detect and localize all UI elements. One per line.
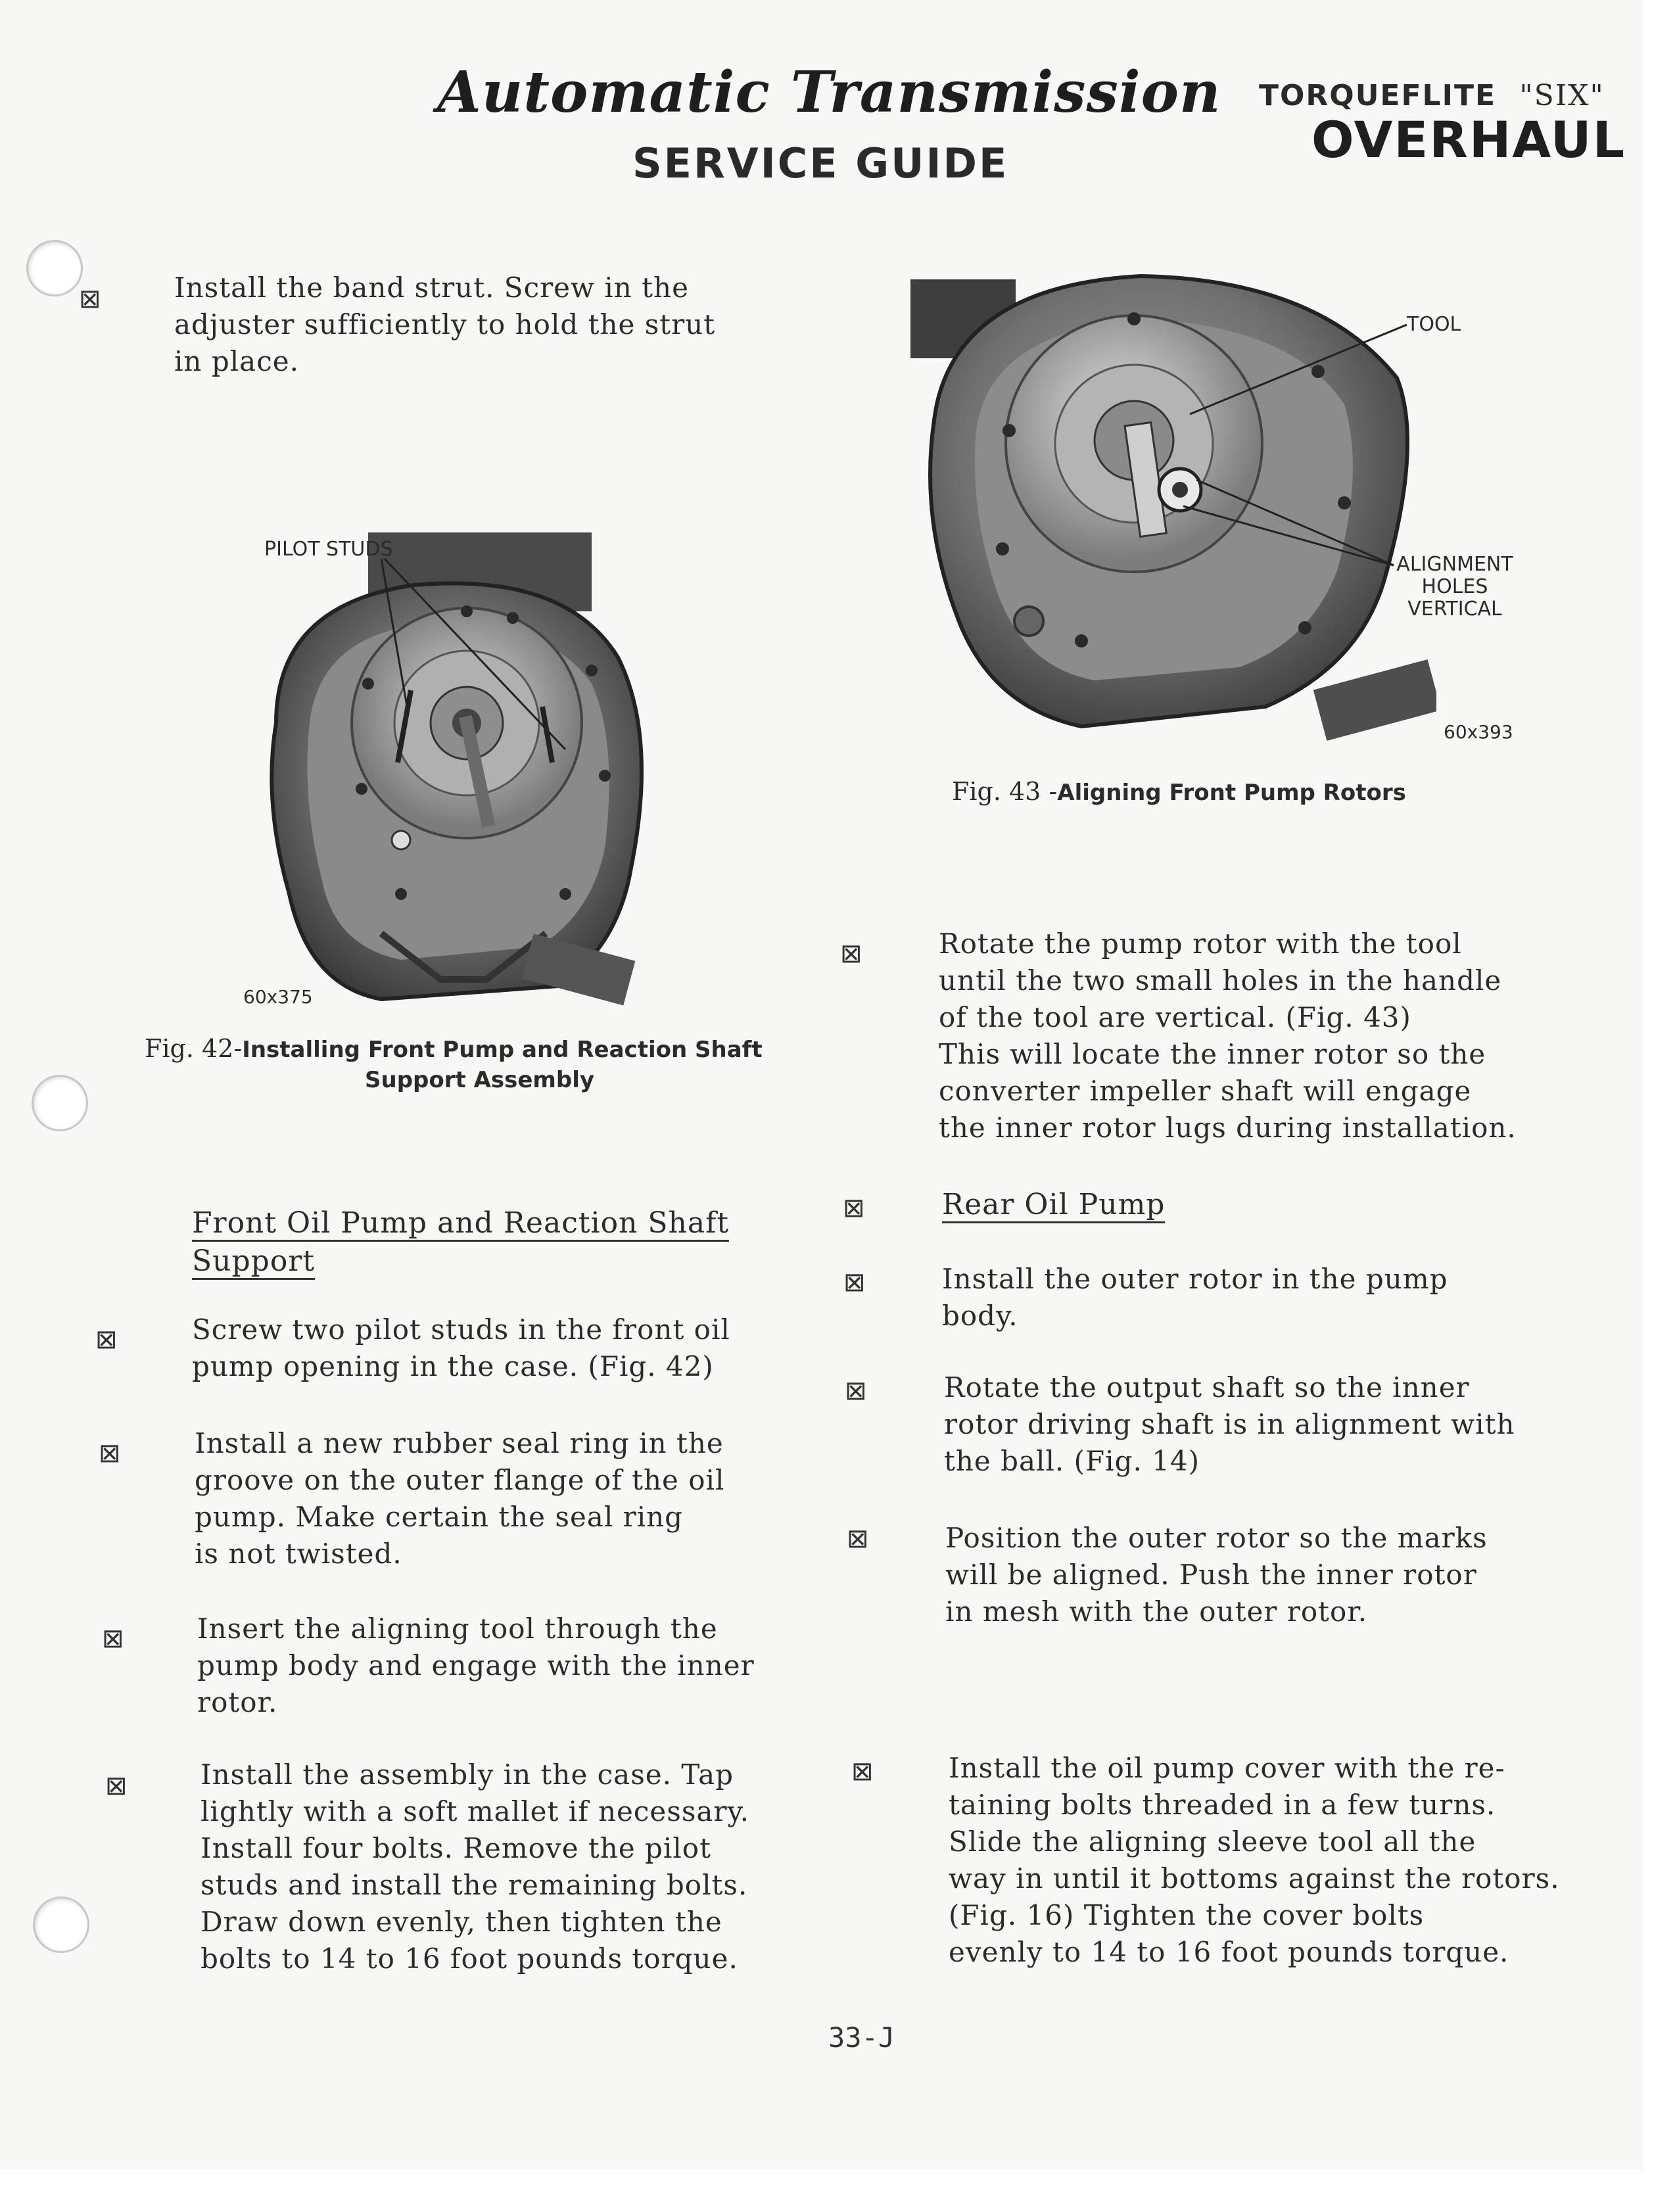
text-line: the ball. (Fig. 14) — [944, 1445, 1200, 1477]
binder-hole-bottom — [33, 1896, 89, 1953]
text-line: pump. Make certain the seal ring — [195, 1501, 684, 1533]
step-checkbox-icon: ⊠ — [840, 939, 862, 969]
heading-line: Support — [192, 1244, 315, 1280]
fig42-caption-title: Installing Front Pump and Reaction Shaft — [242, 1037, 763, 1063]
model-label: TORQUEFLITE — [1259, 79, 1497, 112]
document-title: Automatic Transmission — [437, 59, 1221, 126]
text-line: bolts to 14 to 16 foot pounds torque. — [201, 1942, 738, 1975]
text-line: rotor driving shaft is in alignment with — [944, 1408, 1515, 1440]
step-checkbox-icon: ⊠ — [851, 1756, 874, 1787]
text-line: Position the outer rotor so the marks — [945, 1522, 1488, 1554]
step-checkbox-icon: ⊠ — [99, 1438, 121, 1469]
right-step-2 — [944, 1369, 1515, 1480]
text-line: evenly to 14 to 16 foot pounds torque. — [949, 1936, 1509, 1968]
fig42-caption-title-line2: Support Assembly — [365, 1067, 595, 1093]
left-step-1 — [192, 1311, 730, 1385]
binder-hole-middle — [32, 1075, 88, 1131]
left-step-2 — [195, 1425, 724, 1572]
fig43-caption-title: Aligning Front Pump Rotors — [1057, 780, 1406, 806]
heading-line: Rear Oil Pump — [942, 1188, 1165, 1223]
step-checkbox-icon: ⊠ — [843, 1267, 866, 1298]
text-line: Install the band strut. Screw in the — [174, 271, 689, 304]
text-line: lightly with a soft mallet if necessary. — [201, 1795, 750, 1827]
text-line: until the two small holes in the handle — [939, 964, 1502, 997]
document-subtitle: SERVICE GUIDE — [632, 139, 1009, 187]
step-checkbox-icon: ⊠ — [95, 1325, 118, 1355]
model-variant: "SIX" — [1519, 79, 1605, 112]
step-checkbox-icon: ⊠ — [102, 1624, 124, 1654]
text-line: Slide the aligning sleeve tool all the — [949, 1825, 1476, 1858]
fig43-caption — [952, 777, 1406, 806]
fig43-label-alignment — [1386, 553, 1524, 621]
heading-line: Front Oil Pump and Reaction Shaft — [192, 1206, 729, 1242]
binder-hole-top — [26, 240, 83, 296]
text-line: is not twisted. — [195, 1538, 402, 1570]
text-line: Install four bolts. Remove the pilot — [201, 1832, 711, 1864]
left-step-3 — [197, 1611, 755, 1721]
text-line: Install the oil pump cover with the re- — [949, 1752, 1505, 1784]
text-line: in place. — [174, 345, 299, 377]
text-line: Rotate the output shaft so the inner — [944, 1371, 1470, 1403]
text-line: in mesh with the outer rotor. — [945, 1595, 1368, 1628]
text-line: This will locate the inner rotor so the — [939, 1038, 1486, 1070]
fig42-caption — [145, 1034, 802, 1093]
text-line: Draw down evenly, then tighten the — [201, 1906, 722, 1938]
text-line: pump body and engage with the inner — [197, 1649, 755, 1682]
text-line: Install the outer rotor in the pump — [942, 1263, 1448, 1295]
text-line: groove on the outer flange of the oil — [195, 1464, 725, 1496]
right-step-3 — [945, 1520, 1488, 1630]
fig42-code: 60x375 — [243, 986, 313, 1008]
text-line: the inner rotor lugs during installation. — [939, 1112, 1517, 1144]
text-line: (Fig. 16) Tighten the cover bolts — [949, 1899, 1425, 1931]
rotate-pump-rotor-step — [939, 926, 1517, 1146]
text-line: taining bolts threaded in a few turns. — [949, 1789, 1496, 1821]
step-checkbox-icon: ⊠ — [105, 1771, 128, 1801]
right-step-1 — [942, 1261, 1448, 1334]
left-step-4 — [201, 1756, 749, 1977]
page-number: 33-J — [828, 2021, 895, 2054]
rear-pump-section-heading — [942, 1186, 1165, 1224]
text-line: Install the assembly in the case. Tap — [201, 1758, 734, 1791]
text-line: Insert the aligning tool through the — [197, 1612, 718, 1645]
intro-step — [174, 270, 715, 380]
front-pump-section-heading — [192, 1204, 729, 1281]
step-checkbox-icon: ⊠ — [843, 1193, 865, 1223]
text-line: body. — [942, 1300, 1018, 1332]
text-line: Rotate the pump rotor with the tool — [939, 928, 1462, 960]
text-line: Screw two pilot studs in the front oil — [192, 1313, 730, 1346]
fig43-label-tool: TOOL — [1407, 313, 1461, 336]
text-line: adjuster sufficiently to hold the strut — [174, 308, 716, 341]
step-checkbox-icon: ⊠ — [845, 1376, 867, 1406]
fig43-leader-lines — [1157, 316, 1420, 578]
text-line: studs and install the remaining bolts. — [201, 1869, 748, 1901]
fig43-code: 60x393 — [1444, 721, 1513, 743]
right-step-4 — [949, 1750, 1560, 1971]
section-title: OVERHAUL — [1311, 110, 1626, 169]
fig42-label-pilot-studs: PILOT STUDS — [264, 538, 393, 561]
model-name — [1259, 79, 1605, 112]
text-line: will be aligned. Push the inner rotor — [945, 1559, 1477, 1591]
label-line: HOLES — [1421, 575, 1488, 598]
text-line: rotor. — [197, 1686, 278, 1718]
fig43-caption-prefix: Fig. 43 - — [952, 777, 1058, 806]
text-line: Install a new rubber seal ring in the — [195, 1427, 724, 1459]
text-line: converter impeller shaft will engage — [939, 1075, 1472, 1107]
fig42-leader-lines — [368, 552, 605, 763]
label-line: ALIGNMENT — [1396, 553, 1513, 576]
fig42-caption-prefix: Fig. 42- — [145, 1034, 243, 1063]
step-checkbox-icon: ⊠ — [79, 284, 101, 314]
label-line: VERTICAL — [1407, 598, 1502, 621]
text-line: pump opening in the case. (Fig. 42) — [192, 1350, 714, 1382]
text-line: of the tool are vertical. (Fig. 43) — [939, 1001, 1411, 1033]
step-checkbox-icon: ⊠ — [847, 1524, 869, 1554]
text-line: way in until it bottoms against the rotors. — [949, 1862, 1560, 1894]
